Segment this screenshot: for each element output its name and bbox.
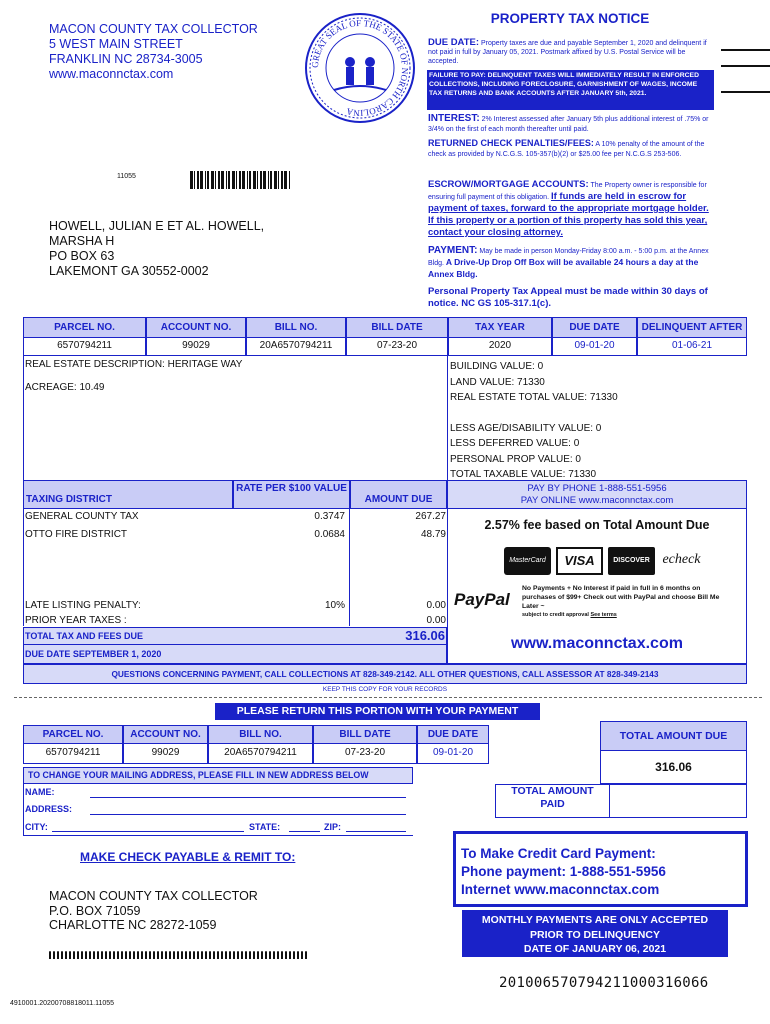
city-field[interactable]: [52, 831, 244, 832]
late-listing-rate: 10%: [324, 600, 345, 611]
bill-value-4: [448, 338, 552, 356]
zip-field[interactable]: [346, 831, 406, 832]
paypal-terms: No Payments + No Interest if paid in full in 6 months on purchases of $99+ Check out with PayPal and choose Bill Me Later ~: [522, 585, 720, 610]
bill-value-2-text: 20A6570794211: [259, 340, 333, 351]
tax-rate-1-text: 0.0684: [314, 529, 345, 540]
land-value: LAND VALUE: 71330: [450, 376, 545, 388]
bill-value-4-text: 2020: [488, 340, 512, 351]
bill-header-6: [637, 317, 747, 338]
stub-header-3-text: BILL DATE: [339, 729, 391, 740]
bill-header-2: [246, 317, 346, 338]
owner-city: LAKEMONT GA 30552-0002: [49, 264, 209, 278]
collector-name: MACON COUNTY TAX COLLECTOR: [49, 22, 258, 36]
bill-value-3: [346, 338, 448, 356]
due-date-label: DUE DATE:: [428, 37, 480, 48]
bill-value-0-text: 6570794211: [57, 340, 112, 351]
failure-to-pay-box: [427, 70, 714, 110]
change-address-text: TO CHANGE YOUR MAILING ADDRESS, PLEASE FILL IN NEW ADDRESS BELOW: [28, 770, 369, 780]
owner-name-line2: MARSHA H: [49, 234, 115, 248]
bill-header-4-text: TAX YEAR: [475, 322, 525, 333]
late-listing-label: LATE LISTING PENALTY:: [25, 600, 141, 611]
bill-header-2-text: BILL NO.: [274, 322, 318, 333]
bill-header-0: [23, 317, 146, 338]
less-age-disability: LESS AGE/DISABILITY VALUE: 0: [450, 422, 602, 434]
prior-year-label: PRIOR YEAR TAXES :: [25, 615, 127, 626]
credit-card-info: [461, 845, 666, 899]
interest-text: 2% Interest assessed after January 5th plus additional interest of .75% or 3/4% on the first of each month thereafter until paid.: [428, 116, 709, 133]
total-paid-field[interactable]: [610, 784, 747, 818]
collector-web: www.maconnctax.com: [49, 67, 174, 81]
bill-header-4: [448, 317, 552, 338]
less-deferred: LESS DEFERRED VALUE: 0: [450, 438, 580, 449]
return-banner: PLEASE RETURN THIS PORTION WITH YOUR PAYMENT: [215, 703, 540, 720]
remit-po-box: P.O. BOX 71059: [49, 903, 141, 918]
personal-prop-value: PERSONAL PROP VALUE: 0: [450, 453, 581, 465]
property-values: [450, 359, 618, 483]
state-field[interactable]: [289, 831, 320, 832]
bill-header-6-text: DELINQUENT AFTER: [641, 322, 743, 333]
bill-value-6: [637, 338, 747, 356]
tax-rate-1: [233, 529, 345, 540]
zip-label: ZIP:: [324, 822, 341, 832]
fold-mark: [721, 65, 770, 67]
stub-value-0: [23, 744, 123, 764]
state-label: STATE:: [249, 822, 281, 832]
owner-address: [49, 219, 264, 279]
monthly-line3: DATE OF JANUARY 06, 2021: [523, 943, 667, 955]
interest-label: INTEREST:: [428, 113, 480, 124]
cc-web[interactable]: Internet www.maconnctax.com: [461, 882, 660, 897]
tax-district-1: [25, 529, 127, 540]
stub-value-1: [123, 744, 208, 764]
owner-po-box: PO BOX 63: [49, 249, 115, 263]
footer-code: 4910001.20200708818011.11055: [10, 1000, 115, 1007]
stub-header-1-text: ACCOUNT NO.: [130, 729, 201, 740]
monthly-line2: PRIOR TO DELINQUENCY: [530, 928, 660, 941]
prior-year-amount: 0.00: [426, 615, 446, 626]
escrow-text2: If funds are held in escrow for payment of taxes, forward to the appropriate mortgage holder. If this property or a portion of this property has sold this year, contact your closing attorney.: [428, 191, 709, 238]
state-seal-icon: [304, 12, 416, 124]
collector-city: FRANKLIN NC 28734-3005: [49, 52, 203, 66]
tax-rate-0: [233, 511, 345, 522]
total-taxable-value: TOTAL TAXABLE VALUE: 71330: [450, 469, 597, 480]
monthly-payments-box: [462, 910, 728, 957]
due-date-text: Property taxes are due and payable September 1, 2020 and delinquent if not paid in full by January 05, 2021. Postmark affixed by U.S. Postal Service will be accepted.: [428, 40, 707, 65]
escrow-text1: The Property owner is responsible for ensuring full payment of this obligation.: [428, 182, 707, 201]
paypal-logo-icon: PayPal: [454, 590, 510, 609]
fee-text: 2.57% fee based on Total Amount Due: [484, 518, 710, 532]
real-estate-description: REAL ESTATE DESCRIPTION: HERITAGE WAY: [25, 359, 243, 370]
stub-value-2-text: 20A6570794211: [224, 747, 297, 758]
stub-value-4: [417, 744, 489, 764]
website-large[interactable]: www.maconnctax.com: [511, 635, 683, 652]
returned-check-notice: [428, 139, 714, 159]
bill-header-1-text: ACCOUNT NO.: [160, 322, 232, 333]
pay-by-phone: PAY BY PHONE 1-888-551-5956: [527, 483, 667, 494]
total-amount-due-header: TOTAL AMOUNT DUE: [600, 721, 747, 751]
collector-address: [49, 22, 258, 82]
tax-district-0: [25, 511, 139, 522]
bill-value-5-text: 09-01-20: [574, 340, 615, 351]
tax-rate-0-text: 0.3747: [314, 511, 345, 522]
tax-amount-0: [350, 511, 446, 522]
tax-district-1-text: OTTO FIRE DISTRICT: [25, 529, 128, 540]
fold-mark: [721, 91, 770, 93]
bill-header-1: [146, 317, 246, 338]
bill-header-3-text: BILL DATE: [371, 322, 423, 333]
stub-value-1-text: 99029: [151, 747, 180, 758]
failure-text: FAILURE TO PAY: DELINQUENT TAXES WILL IMMEDIATELY RESULT IN ENFORCED COLLECTIONS, INCLUDING FORECLOSURE, GARNISHMENT OF WAGES, INCOME TAX RETURNS AND BANK ACCOUNTS AFTER JANUARY 5th, 2021.: [429, 72, 700, 97]
stub-value-3: [313, 744, 417, 764]
real-estate-total: REAL ESTATE TOTAL VALUE: 71330: [450, 392, 618, 403]
acreage: ACREAGE: 10.49: [25, 382, 105, 393]
stub-header-0-text: PARCEL NO.: [42, 729, 104, 740]
cc-phone: Phone payment: 1-888-551-5956: [461, 864, 666, 879]
stub-header-4-text: DUE DATE: [427, 729, 479, 740]
bill-header-5: [552, 317, 637, 338]
discover-icon: DISCOVER: [608, 547, 655, 575]
taxing-district-header: TAXING DISTRICT: [23, 480, 233, 509]
due-date-notice: [428, 38, 714, 66]
tax-amount-0-text: 267.27: [415, 511, 446, 522]
stub-value-0-text: 6570794211: [45, 747, 101, 758]
stub-header-2-text: BILL NO.: [239, 729, 282, 740]
postal-barcode-icon: [49, 945, 311, 959]
total-tax-label: TOTAL TAX AND FEES DUE: [25, 631, 144, 641]
tax-amount-1: [350, 529, 446, 540]
tax-district-0-text: GENERAL COUNTY TAX: [25, 511, 139, 522]
bill-value-0: [23, 338, 146, 356]
amount-due-header: AMOUNT DUE: [350, 480, 447, 509]
bill-value-2: [246, 338, 346, 356]
bill-value-1: [146, 338, 246, 356]
late-listing-amount: 0.00: [426, 600, 446, 611]
tear-line: [14, 697, 762, 698]
remit-name: MACON COUNTY TAX COLLECTOR: [49, 889, 258, 903]
bill-header-0-text: PARCEL NO.: [54, 322, 115, 333]
monthly-line1: MONTHLY PAYMENTS ARE ONLY ACCEPTED: [481, 914, 709, 926]
mastercard-icon: MasterCard: [504, 547, 551, 575]
name-label: NAME:: [25, 787, 55, 797]
paypal-text: [522, 584, 732, 620]
cc-title: To Make Credit Card Payment:: [461, 846, 656, 861]
stub-header-4: [417, 725, 489, 744]
echeck-icon: echeck: [662, 552, 701, 567]
address-field[interactable]: [90, 814, 406, 815]
payment-text1: May be made in person Monday-Friday 8:00 a.m. - 5:00 p.m. at the Annex Bldg.: [428, 248, 709, 267]
address-form-border: [23, 784, 413, 836]
ocr-scanline: 201006570794211000316066: [499, 975, 709, 991]
stub-header-1: [123, 725, 208, 744]
collector-street: 5 WEST MAIN STREET: [49, 37, 183, 51]
escrow-notice: [428, 179, 716, 239]
visa-icon: VISA: [556, 547, 603, 575]
interest-notice: [428, 114, 714, 134]
building-value: BUILDING VALUE: 0: [450, 361, 544, 372]
owner-name-line1: HOWELL, JULIAN E ET AL. HOWELL,: [49, 219, 265, 233]
total-tax-amount: 316.06: [405, 628, 445, 643]
stub-header-0: [23, 725, 123, 744]
barcode-icon: [190, 171, 292, 189]
notice-title: PROPERTY TAX NOTICE: [490, 11, 650, 26]
paypal-see-terms[interactable]: See terms: [590, 612, 617, 618]
questions-text: QUESTIONS CONCERNING PAYMENT, CALL COLLECTIONS AT 828-349-2142. ALL OTHER QUESTIONS, CALL ASSESSOR AT 828-349-2143: [111, 669, 659, 679]
bill-header-5-text: DUE DATE: [569, 322, 620, 333]
mail-code: 11055: [117, 173, 136, 180]
due-date-september: DUE DATE SEPTEMBER 1, 2020: [25, 649, 162, 659]
escrow-label: ESCROW/MORTGAGE ACCOUNTS:: [428, 179, 589, 190]
bill-header-3: [346, 317, 448, 338]
total-amount-due-value: 316.06: [655, 760, 692, 774]
stub-value-4-text: 09-01-20: [432, 747, 474, 758]
bill-value-1-text: 99029: [182, 340, 210, 351]
remit-city: CHARLOTTE NC 28272-1059: [49, 918, 217, 932]
stub-header-3: [313, 725, 417, 744]
svg-text:GREAT SEAL OF THE STATE OF NOR: GREAT SEAL OF THE STATE OF NORTH CAROLINA: [309, 17, 411, 119]
keep-copy: KEEP THIS COPY FOR YOUR RECORDS: [322, 686, 448, 693]
make-check-payable: MAKE CHECK PAYABLE & REMIT TO:: [80, 850, 296, 864]
address-label: ADDRESS:: [25, 804, 73, 814]
remit-address: [49, 889, 258, 933]
bill-value-6-text: 01-06-21: [671, 340, 713, 351]
returned-text: A 10% penalty of the amount of the check as provided by N.C.G.S. 105-357(b)(2) or $25.00 fee per N.C.G.S 253-506.: [428, 141, 705, 158]
name-field[interactable]: [90, 797, 406, 798]
bill-value-3-text: 07-23-20: [376, 340, 418, 351]
payment-text2: A Drive-Up Drop Off Box will be available 24 hours a day at the Annex Bldg.: [428, 257, 699, 279]
property-area-border: [23, 356, 448, 480]
total-amount-paid-label: TOTAL AMOUNT PAID: [511, 785, 594, 810]
fold-mark: [721, 49, 770, 51]
appeal-notice: Personal Property Tax Appeal must be made within 30 days of notice. NC GS 105-317.1(c).: [428, 286, 708, 309]
paypal-subject: subject to credit approval: [522, 612, 589, 618]
city-label: CITY:: [25, 822, 48, 832]
bill-value-5: [552, 338, 637, 356]
rate-header: RATE PER $100 VALUE: [233, 480, 350, 509]
stub-header-2: [208, 725, 313, 744]
stub-value-3-text: 07-23-20: [344, 747, 386, 758]
returned-label: RETURNED CHECK PENALTIES/FEES:: [428, 138, 594, 148]
payment-label: PAYMENT:: [428, 245, 478, 256]
tax-amount-1-text: 48.79: [420, 529, 446, 540]
pay-online: PAY ONLINE www.maconnctax.com: [520, 495, 674, 506]
payment-notice: [428, 245, 714, 281]
stub-value-2: [208, 744, 313, 764]
